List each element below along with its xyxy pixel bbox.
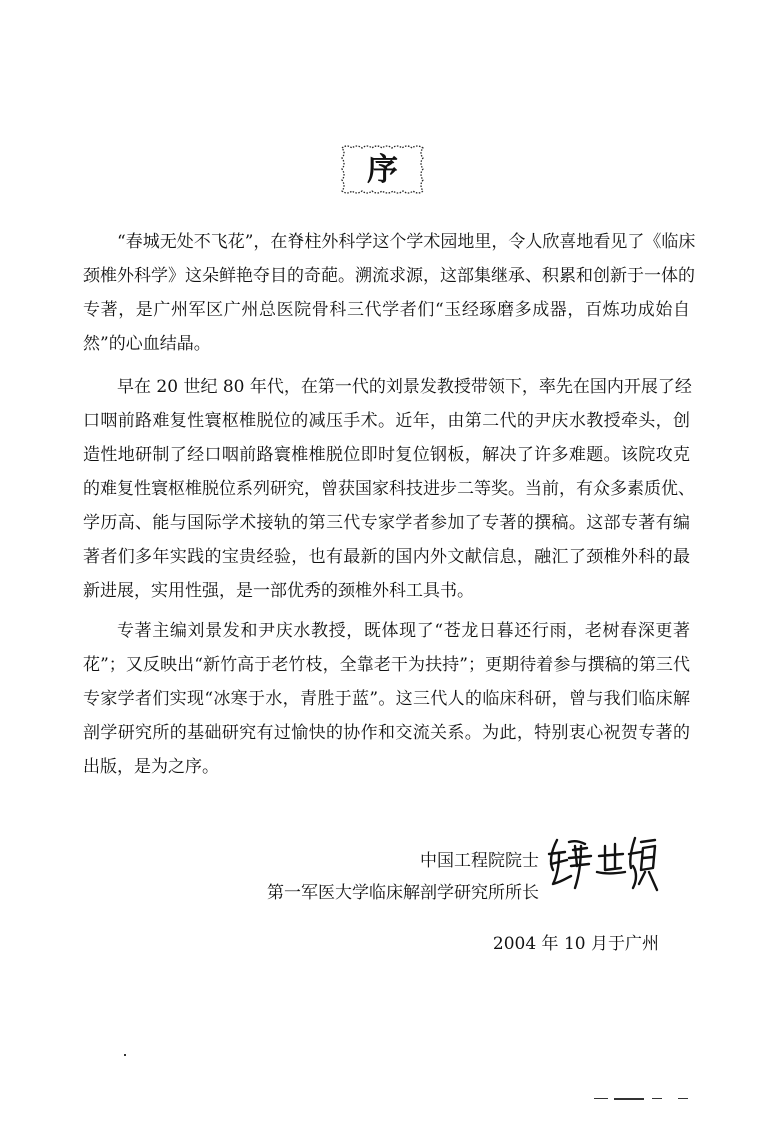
signer-title-academician: 中国工程院院士 [420,851,539,871]
page-heading: 序 [367,152,398,188]
text-line: 出版，是为之序。 [83,757,219,777]
text-line: 口咽前路难复性寰枢椎脱位的减压手术。近年，由第二代的尹庆水教授牵头，创 [83,411,690,431]
text-line: 新进展，实用性强，是一部优秀的颈椎外科工具书。 [83,581,474,601]
text-line: 的难复性寰枢椎脱位系列研究，曾获国家科技进步二等奖。当前，有众多素质优、 [83,479,695,499]
text-line: 学历高、能与国际学术接轨的第三代专家学者参加了专著的撰稿。这部专著有编 [83,513,690,533]
scan-speck [594,1098,608,1099]
signer-title-institute: 第一军医大学临床解剖学研究所所长 [267,883,539,903]
scan-speck [124,1054,126,1056]
text-line: 造性地研制了经口咽前路寰椎椎脱位即时复位钢板，解决了许多难题。该院攻克 [83,445,690,465]
scan-speck [614,1098,644,1100]
text-line: 专家学者们实现“冰寒于水，青胜于蓝”。这三代人的临床科研，曾与我们临床解 [83,689,690,709]
handwritten-signature [545,832,665,902]
date-place: 2004 年 10 月于广州 [492,934,659,954]
text-line: 早在 20 世纪 80 年代，在第一代的刘景发教授带领下，率先在国内开展了经 [117,377,692,397]
text-line: 然”的心血结晶。 [83,334,211,354]
scan-speck [652,1098,662,1099]
text-line: 专著，是广州军区广州总医院骨科三代学者们“玉经琢磨多成器，百炼功成始自 [83,300,690,320]
text-line: 花”；又反映出“新竹高于老竹枝，全靠老干为扶持”；更期待着参与撰稿的第三代 [83,655,690,675]
text-line: 专著主编刘景发和尹庆水教授，既体现了“苍龙日暮还行雨，老树春深更著 [117,621,690,641]
text-line: 剖学研究所的基础研究有过愉快的协作和交流关系。为此，特别衷心祝贺专著的 [83,723,690,743]
text-line: “春城无处不飞花”，在脊柱外科学这个学术园地里，令人欣喜地看见了《临床 [117,232,696,252]
scan-speck [678,1098,688,1099]
text-line: 颈椎外科学》这朵鲜艳夺目的奇葩。溯流求源，这部集继承、积累和创新于一体的 [83,266,695,286]
text-line: 著者们多年实践的宝贵经验，也有最新的国内外文献信息，融汇了颈椎外科的最 [83,547,690,567]
